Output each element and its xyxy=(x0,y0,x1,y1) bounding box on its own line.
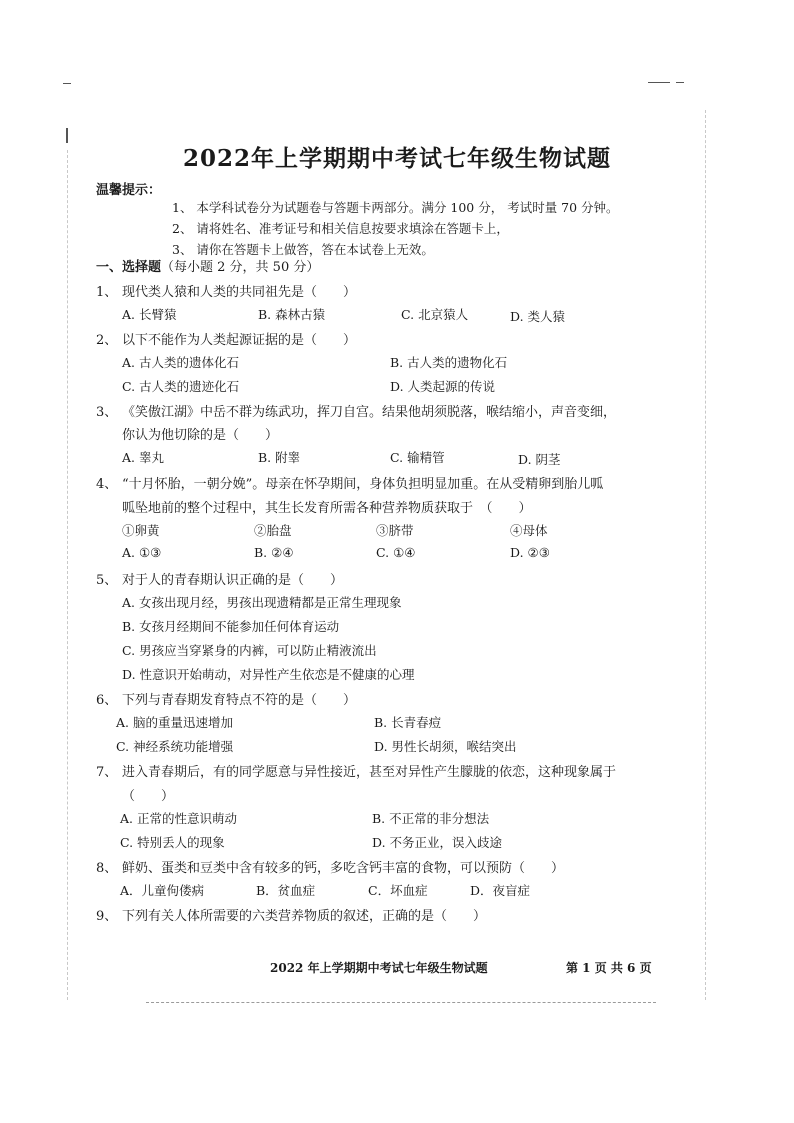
footer-title: 2022 年上学期期中考试七年级生物试题 xyxy=(270,961,488,975)
option-d: D. ②③ xyxy=(510,545,550,560)
question-number: 6、 xyxy=(96,693,118,708)
question-text-cont: 呱坠地前的整个过程中，其生长发育所需各种营养物质获取于 （ ） xyxy=(122,501,532,516)
option-d: D. 男性长胡须，喉结突出 xyxy=(374,739,517,754)
option-c: C. ①④ xyxy=(376,545,416,560)
option-d: D. 不务正业，误入歧途 xyxy=(372,835,503,850)
option-b: B. ②④ xyxy=(254,545,294,560)
page-number: 第 1 页 共 6 页 xyxy=(566,961,652,975)
option-c: C. 古人类的遗迹化石 xyxy=(122,379,240,394)
option-b: B．贫血症 xyxy=(256,883,316,898)
footer-rule xyxy=(146,1002,656,1003)
question-text: 鲜奶、蛋类和豆类中含有较多的钙，多吃含钙丰富的食物，可以预防（ ） xyxy=(122,861,565,876)
option-b: B. 森林古猿 xyxy=(258,307,326,322)
option-c: C. 特别丢人的现象 xyxy=(120,835,225,850)
question-number: 9、 xyxy=(96,909,118,924)
tip-3: 3、 请你在答题卡上做答，答在本试卷上无效。 xyxy=(172,242,434,257)
question-text: 以下不能作为人类起源证据的是（ ） xyxy=(122,333,357,348)
question-text-cont: （ ） xyxy=(122,789,175,804)
question-number: 1、 xyxy=(96,285,118,300)
option-d: D. 人类起源的传说 xyxy=(390,379,496,394)
question-text: 现代类人猿和人类的共同祖先是（ ） xyxy=(122,285,357,300)
question-text: 下列有关人体所需要的六类营养物质的叙述，正确的是（ ） xyxy=(122,909,487,924)
option-d: D. 类人猿 xyxy=(510,309,566,324)
question-text: 下列与青春期发育特点不符的是（ ） xyxy=(122,693,357,708)
option-c: C. 神经系统功能增强 xyxy=(116,739,234,754)
option-a: A．儿童佝偻病 xyxy=(120,883,205,898)
item-3: ③脐带 xyxy=(376,523,414,538)
item-4: ④母体 xyxy=(510,523,548,538)
question-text: 进入青春期后，有的同学愿意与异性接近，甚至对异性产生朦胧的依恋，这种现象属于 xyxy=(122,765,617,780)
option-b: B. 古人类的遗物化石 xyxy=(390,355,508,370)
item-2: ②胎盘 xyxy=(254,523,292,538)
option-a: A. 长臂猿 xyxy=(122,307,177,322)
option-d: D. 性意识开始萌动，对异性产生依恋是不健康的心理 xyxy=(122,667,415,682)
option-a: A. 睾丸 xyxy=(122,450,164,465)
option-d: D. 阴茎 xyxy=(518,452,561,467)
option-a: A. 女孩出现月经，男孩出现遗精都是正常生理现象 xyxy=(122,595,402,610)
question-text: 对于人的青春期认识正确的是（ ） xyxy=(122,573,344,588)
option-b: B. 附睾 xyxy=(258,450,301,465)
question-text: “十月怀胎，一朝分娩”。母亲在怀孕期间，身体负担明显加重。在从受精卵到胎儿呱 xyxy=(122,477,604,492)
option-c: C. 输精管 xyxy=(390,450,445,465)
question-text-cont: 你认为他切除的是（ ） xyxy=(122,428,279,443)
option-b: B. 不正常的非分想法 xyxy=(372,811,490,826)
option-c: C．坏血症 xyxy=(368,883,428,898)
question-number: 5、 xyxy=(96,573,118,588)
section-title: 一、选择题 xyxy=(96,260,162,275)
option-a: A. 正常的性意识萌动 xyxy=(120,811,237,826)
option-a: A. 古人类的遗体化石 xyxy=(122,355,239,370)
option-b: B. 女孩月经期间不能参加任何体育运动 xyxy=(122,619,340,634)
scan-mark-right-2 xyxy=(676,82,684,83)
tip-1: 1、 本学科试卷分为试题卷与答题卡两部分。满分 100 分， 考试时量 70 分钟。 xyxy=(172,200,619,215)
question-number: 7、 xyxy=(96,765,118,780)
option-d: D．夜盲症 xyxy=(470,883,531,898)
option-a: A. ①③ xyxy=(122,545,162,560)
option-c: C. 男孩应当穿紧身的内裤，可以防止精液流出 xyxy=(122,643,377,658)
section-note: （每小题 2 分，共 50 分） xyxy=(161,260,320,275)
option-b: B. 长青春痘 xyxy=(374,715,442,730)
option-a: A. 脑的重量迅速增加 xyxy=(116,715,233,730)
scan-mark-right xyxy=(648,82,670,83)
tip-2: 2、 请将姓名、准考证号和相关信息按要求填涂在答题卡上， xyxy=(172,221,509,236)
section-heading xyxy=(96,256,319,275)
page-title: 2022年上学期期中考试七年级生物试题 xyxy=(182,145,611,172)
item-1: ①卵黄 xyxy=(122,523,160,538)
question-text: 《笑傲江湖》中岳不群为练武功，挥刀自宫。结果他胡须脱落，喉结缩小，声音变细， xyxy=(122,405,617,420)
option-c: C. 北京猿人 xyxy=(401,307,469,322)
question-number: 8、 xyxy=(96,861,118,876)
scan-edge-right xyxy=(705,110,706,1000)
question-number: 3、 xyxy=(96,405,118,420)
scan-mark-left xyxy=(63,83,71,84)
scan-edge-left xyxy=(67,150,68,1000)
tips-label: 温馨提示： xyxy=(96,183,162,198)
question-number: 2、 xyxy=(96,333,118,348)
question-number: 4、 xyxy=(96,477,118,492)
